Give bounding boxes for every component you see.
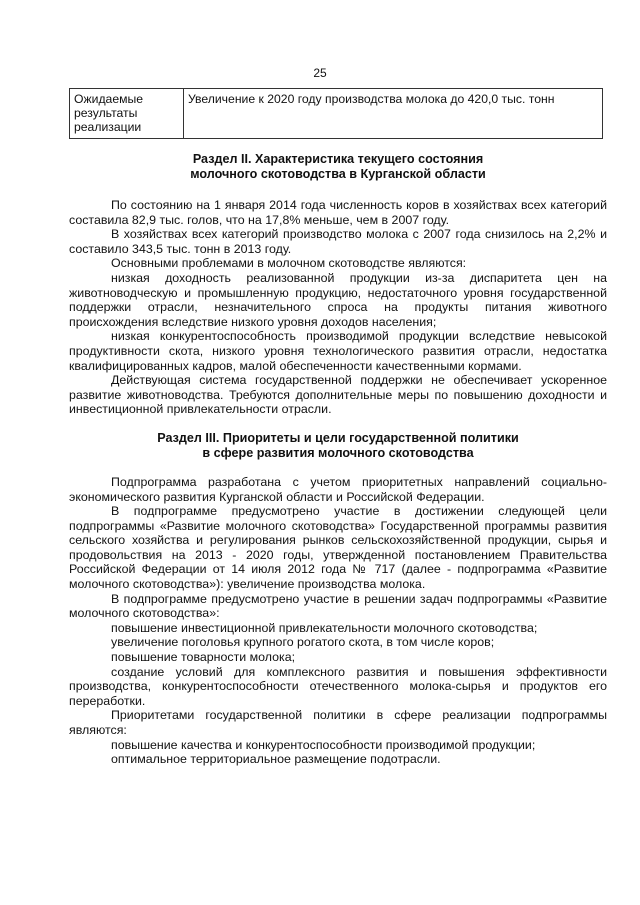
section-2-heading <box>69 152 607 182</box>
section-3-paragraph: Подпрограмма разработана с учетом приоритетных направлений социально-экономического развития Курганской области и Российской Федерации. <box>69 474 607 504</box>
summary-label-cell: Ожидаемые результаты реализации <box>70 89 184 139</box>
section-2-paragraph: По состоянию на 1 января 2014 года численность коров в хозяйствах всех категорий составила 82,9 тыс. голов, что на 17,8% меньше, чем в 2007 году. <box>69 198 607 227</box>
section-3-list-item: оптимальное территориальное размещение подотрасли. <box>111 752 441 767</box>
section-3-heading <box>69 431 607 461</box>
section-2-title-line1: Раздел II. Характеристика текущего состояния <box>192 152 484 166</box>
section-3-paragraph: Приоритетами государственной политики в сфере реализации подпрограммы являются: <box>69 708 607 737</box>
summary-table <box>69 88 603 139</box>
section-2-paragraph: Основными проблемами в молочном скотоводстве являются: <box>111 256 467 271</box>
section-3-paragraph: В подпрограмме предусмотрено участие в достижении следующей цели подпрограммы «Развитие молочного скотоводства» Государственной программы развития сельского хозяйства и регулирования рынков сельскохозяйственной продукции, сырья и продовольствия на 2013 - 2020 годы, утвержденной постановлением Правительства Российской Федерации от 14 июля 2012 года № 717 (далее - подпрограмма «Развитие молочного скотоводства»): увеличение производства молока. <box>69 504 607 592</box>
page-number: 25 <box>313 66 327 80</box>
section-3-list-item: увеличение поголовья крупного рогатого скота, в том числе коров; <box>111 635 495 650</box>
section-3-paragraph: В подпрограмме предусмотрено участие в решении задач подпрограммы «Развитие молочного скотоводства»: <box>69 591 607 621</box>
section-2-paragraph: В хозяйствах всех категорий производство молока с 2007 года снизилось на 2,2% и составило 343,5 тыс. тонн в 2013 году. <box>69 227 607 256</box>
section-3-list-item: создание условий для комплексного развития и повышения эффективности производства, конкурентоспособности отечественного молока-сырья и продуктов его переработки. <box>69 664 607 708</box>
section-2-title-line2: молочного скотоводства в Курганской области <box>190 167 486 181</box>
section-2-list-item: низкая конкурентоспособность производимой продукции вследствие невысокой продуктивности скота, низкого уровня технологического развития отрасли, недостатка квалифицированных кадров, малой обеспеченности качественными кормами. <box>69 329 607 373</box>
section-3-title-line1: Раздел III. Приоритеты и цели государственной политики <box>157 430 519 445</box>
section-2-list-item: низкая доходность реализованной продукции из-за диспаритета цен на животноводческую и промышленную продукцию, недостаточного уровня государственной поддержки отрасли, незначительного спроса на продукты питания животного происхождения вследствие низкого уровня доходов населения; <box>69 270 607 329</box>
section-3-list-item: повышение товарности молока; <box>111 650 296 665</box>
summary-value-cell: Увеличение к 2020 году производства молока до 420,0 тыс. тонн <box>184 89 603 139</box>
section-3-list-item: повышение инвестиционной привлекательности молочного скотоводства; <box>111 620 538 635</box>
section-3-list-item: повышение качества и конкурентоспособности производимой продукции; <box>111 737 536 752</box>
document-body <box>69 152 607 767</box>
section-3-title-line2: в сфере развития молочного скотоводства <box>202 445 474 460</box>
section-2-paragraph: Действующая система государственной поддержки не обеспечивает ускоренное развитие животноводства. Требуются дополнительные меры по повышению доходности и инвестиционной привлекательности отрасли. <box>69 373 607 417</box>
table-row <box>70 89 603 139</box>
